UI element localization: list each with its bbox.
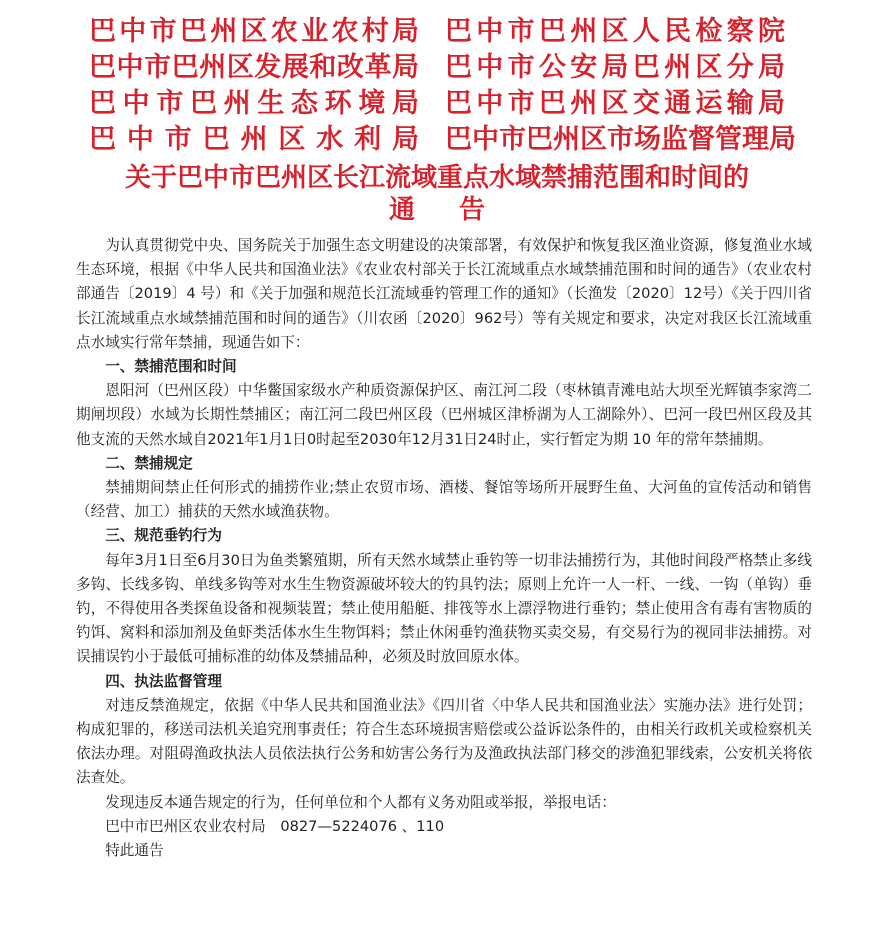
agency-name: 巴中市巴州区农业农村局 xyxy=(89,16,419,47)
notice-subtitle: 通告 xyxy=(388,195,529,225)
issuing-agencies xyxy=(0,14,874,158)
agency-row xyxy=(0,122,874,158)
section-heading: 二、禁捕规定 xyxy=(105,454,193,472)
closing-line: 特此通告 xyxy=(105,842,164,860)
agency-name: 巴中市巴州区交通运输局 xyxy=(445,88,785,119)
section-text: 恩阳河（巴州区段）中华鳖国家级水产种质资源保护区、南江河二段（枣林镇青滩电站大坝至光辉镇李家湾二期闸坝段）水域为长期性禁捕区；南江河二段巴州区段（巴州城区津桥湖为人工湖除外）、巴河一段巴州区段及其他支流的天然水域自2021年1月1日0时起至2030年12月31日24时止，实行暂定为期 10 年的常年禁捕期。 xyxy=(76,382,812,448)
section-text: 每年3月1日至6月30日为鱼类繁殖期，所有天然水域禁止垂钓等一切非法捕捞行为，其他时间段严格禁止多线多钩、长线多钩、单线多钩等对水生生物资源破坏较大的钓具钓法；原则上允许一人一杆、一线、一钩（单钩）垂钓，不得使用各类探鱼设备和视频装置；禁止使用船艇、排筏等水上漂浮物进行垂钓；禁止使用含有毒有害物质的钓饵、窝料和添加剂及鱼虾类活体水生生物饵料；禁止休闲垂钓渔获物买卖交易，有交易行为的视同非法捕捞。对误捕误钓小于最低可捕标准的幼体及禁捕品种，必须及时放回原水体。 xyxy=(76,551,812,666)
agency-row xyxy=(0,50,874,86)
section-text: 禁捕期间禁止任何形式的捕捞作业;禁止农贸市场、酒楼、餐馆等场所开展野生鱼、大河鱼的宣传活动和销售（经营、加工）捕获的天然水域渔获物。 xyxy=(76,479,812,521)
section-heading: 四、执法监督管理 xyxy=(105,672,222,690)
contact-line: 巴中市巴州区农业农村局 0827—5224076 、110 xyxy=(105,817,445,835)
notice-title: 关于巴中市巴州区长江流域重点水域禁捕范围和时间的 xyxy=(124,163,749,193)
agency-name: 巴中市公安局巴州区分局 xyxy=(445,52,785,83)
section-heading: 三、规范垂钓行为 xyxy=(105,527,222,545)
notice-body xyxy=(76,234,812,863)
agency-name: 巴中市巴州区人民检察院 xyxy=(445,16,785,47)
intro-paragraph: 为认真贯彻党中央、国务院关于加强生态文明建设的决策部署，有效保护和恢复我区渔业资源，修复渔业水域生态环境，根据《中华人民共和国渔业法》《农业农村部关于长江流域重点水域禁捕范围和时间的通告》（农业农村部通告〔2019〕4 号）和《关于加强和规范长江流域垂钓管理工作的通知》（长渔发〔2020〕12号）《关于四川省长江流域重点水域禁捕范围和时间的通告》（川农函〔2020〕962号）等有关规定和要求，决定对我区长江流域重点水域实行常年禁捕，现通告如下： xyxy=(76,237,812,351)
agency-name: 巴中市巴州区水利局 xyxy=(89,124,419,155)
report-paragraph: 发现违反本通告规定的行为，任何单位和个人都有义务劝阻或举报，举报电话： xyxy=(105,793,616,811)
agency-name: 巴中市巴州区市场监督管理局 xyxy=(445,124,796,155)
section-heading: 一、禁捕范围和时间 xyxy=(105,358,237,376)
agency-name: 巴中市巴州区发展和改革局 xyxy=(89,52,419,83)
agency-row xyxy=(0,14,874,50)
section-text: 对违反禁渔规定，依据《中华人民共和国渔业法》《四川省〈中华人民共和国渔业法〉实施办法》进行处罚；构成犯罪的，移送司法机关追究刑事责任；符合生态环境损害赔偿或公益诉讼条件的，由相关行政机关或检察机关依法办理。对阻碍渔政执法人员依法执行公务和妨害公务行为及渔政执法部门移交的涉渔犯罪线索，公安机关将依法查处。 xyxy=(76,696,812,787)
agency-row xyxy=(0,86,874,122)
agency-name: 巴中市巴州生态环境局 xyxy=(89,88,419,119)
